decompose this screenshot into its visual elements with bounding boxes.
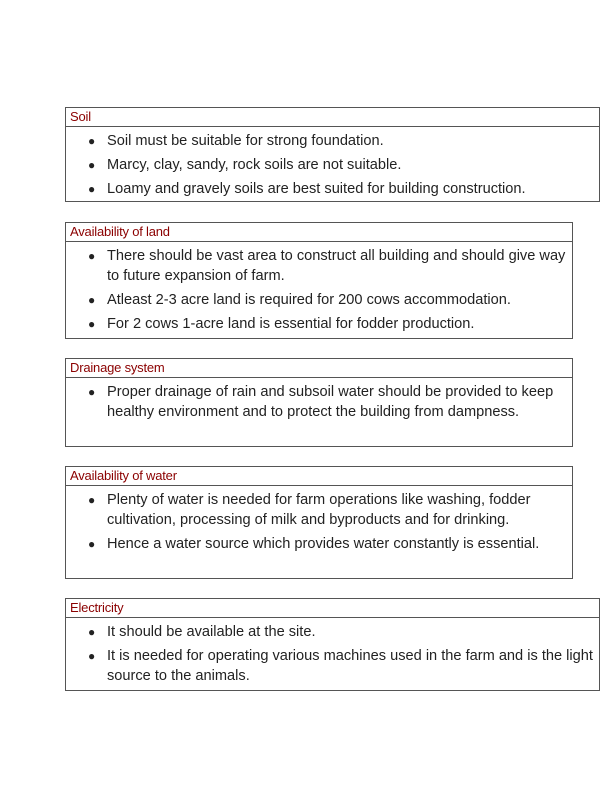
section-body [66, 618, 599, 686]
bullet-icon: ● [88, 293, 96, 307]
list-item [66, 382, 572, 422]
bullet-icon: ● [88, 649, 96, 663]
list-item [66, 646, 599, 686]
list-item [66, 290, 572, 310]
list-item [66, 622, 599, 642]
section-heading: Availability of land [66, 223, 572, 242]
bullet-icon: ● [88, 249, 96, 263]
list-item-text: Proper drainage of rain and subsoil water should be provided to keep healthy environment and to protect the building from dampness. [107, 384, 554, 420]
bullet-icon: ● [88, 385, 96, 399]
list-item-text: Atleast 2-3 acre land is required for 200 cows accommodation. [107, 292, 511, 308]
bullet-icon: ● [88, 158, 96, 172]
section-body [66, 127, 599, 199]
bullet-icon: ● [88, 537, 96, 551]
section-heading: Electricity [66, 599, 599, 618]
section-body [66, 486, 572, 554]
section-body [66, 242, 572, 334]
section-soil [65, 107, 600, 202]
list-item [66, 314, 572, 334]
section-drainage-system [65, 358, 573, 447]
section-availability-of-water [65, 466, 573, 579]
list-item [66, 131, 599, 151]
list-item-text: Plenty of water is needed for farm operations like washing, fodder cultivation, processing of milk and byproducts and for drinking. [107, 492, 531, 528]
list-item-text: Marcy, clay, sandy, rock soils are not suitable. [107, 157, 402, 173]
section-electricity [65, 598, 600, 691]
list-item-text: It should be available at the site. [107, 624, 316, 640]
section-availability-of-land [65, 222, 573, 339]
list-item [66, 534, 572, 554]
list-item [66, 490, 572, 530]
bullet-icon: ● [88, 134, 96, 148]
list-item [66, 246, 572, 286]
section-heading: Drainage system [66, 359, 572, 378]
list-item-text: Hence a water source which provides water constantly is essential. [107, 536, 540, 552]
list-item-text: It is needed for operating various machines used in the farm and is the light source to the animals. [107, 648, 593, 684]
list-item-text: For 2 cows 1-acre land is essential for fodder production. [107, 316, 475, 332]
list-item [66, 179, 599, 199]
list-item-text: Soil must be suitable for strong foundation. [107, 133, 384, 149]
bullet-icon: ● [88, 493, 96, 507]
list-item-text: Loamy and gravely soils are best suited for building construction. [107, 181, 526, 197]
list-item [66, 155, 599, 175]
section-heading: Soil [66, 108, 599, 127]
bullet-icon: ● [88, 182, 96, 196]
bullet-icon: ● [88, 625, 96, 639]
section-body [66, 378, 572, 422]
section-heading: Availability of water [66, 467, 572, 486]
bullet-icon: ● [88, 317, 96, 331]
list-item-text: There should be vast area to construct all building and should give way to future expansion of farm. [107, 248, 566, 284]
